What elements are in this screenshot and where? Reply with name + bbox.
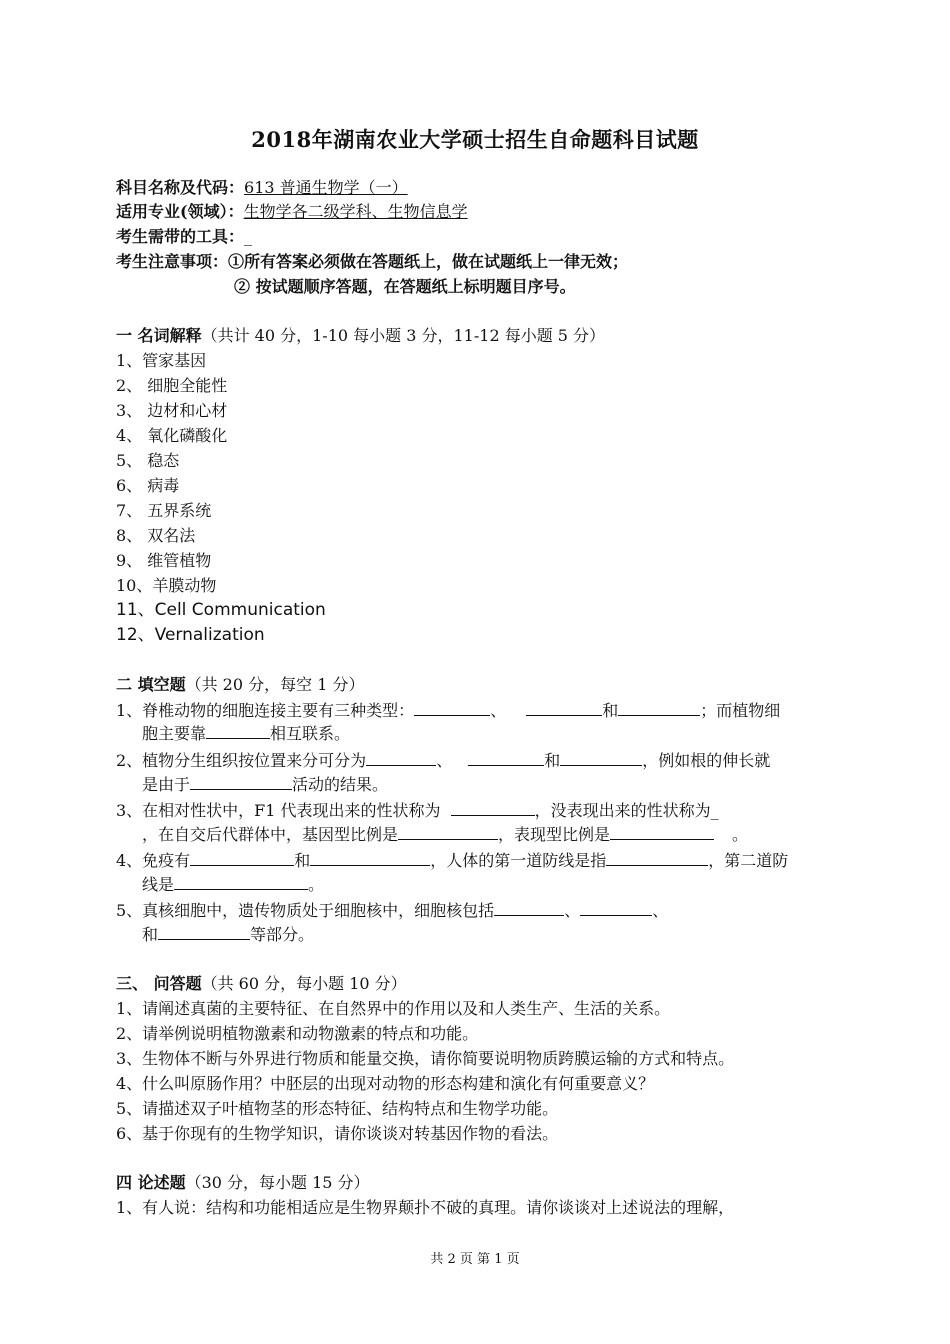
section2-heading — [116, 674, 364, 696]
list-item: 5、请描述双子叶植物茎的形态特征、结构特点和生物学功能。 — [116, 1099, 559, 1118]
answer-blank — [398, 823, 498, 840]
answer-blank — [580, 899, 652, 916]
answer-blank — [190, 849, 294, 866]
list-item: 2、 细胞全能性 — [116, 376, 228, 395]
fill-question-2-cont: 是由于 活动的结果。 — [142, 775, 389, 794]
section4-detail: （30 分，每小题 15 分） — [185, 1173, 370, 1192]
answer-blank — [174, 873, 308, 890]
list-item: 1、管家基因 — [116, 351, 207, 370]
section4-title: 四 论述题 — [116, 1173, 186, 1192]
section3-title: 三、 问答题 — [116, 974, 202, 993]
note-2: ② 按试题顺序答题，在答题纸上标明题目序号。 — [234, 277, 576, 296]
answer-blank — [610, 823, 714, 840]
list-item: 6、基于你现有的生物学知识，请你谈谈对转基因作物的看法。 — [116, 1124, 559, 1143]
list-item: 1、有人说：结构和功能相适应是生物界颠扑不破的真理。请你谈谈对上述说法的理解， — [116, 1198, 735, 1217]
list-item: 5、 稳态 — [116, 451, 180, 470]
list-item: 1、请阐述真菌的主要特征、在自然界中的作用以及和人类生产、生活的关系。 — [116, 999, 671, 1018]
answer-blank — [618, 699, 700, 716]
answer-blank — [190, 773, 292, 790]
list-item: 8、 双名法 — [116, 526, 196, 545]
fill-question-4: 4、免疫有 和 ，人体的第一道防线是指 ，第二道防 — [116, 851, 789, 870]
answer-blank — [414, 699, 490, 716]
section2-title: 二 填空题 — [116, 675, 186, 694]
answer-blank — [526, 699, 602, 716]
list-item: 7、 五界系统 — [116, 501, 212, 520]
answer-blank — [494, 899, 564, 916]
answer-blank — [158, 923, 250, 940]
section3-heading — [116, 973, 407, 995]
list-item: 4、 氧化磷酸化 — [116, 426, 228, 445]
section1-detail: （共计 40 分，1-10 每小题 3 分，11-12 每小题 5 分） — [201, 326, 606, 345]
fill-question-5: 5、真核细胞中，遗传物质处于细胞核中，细胞核包括 、 、 — [116, 901, 669, 920]
list-item: 4、什么叫原肠作用？中胚层的出现对动物的形态构建和演化有何重要意义？ — [116, 1074, 655, 1093]
answer-blank — [451, 799, 535, 816]
list-item: 2、请举例说明植物激素和动物激素的特点和功能。 — [116, 1024, 479, 1043]
tools-line — [116, 226, 252, 248]
answer-blank — [310, 849, 430, 866]
answer-blank — [468, 749, 544, 766]
major-line — [116, 201, 468, 223]
notes-line — [116, 251, 628, 273]
answer-blank — [366, 749, 436, 766]
fill-question-2: 2、植物分生组织按位置来分可分为 、 和 ，例如根的伸长就 — [116, 751, 771, 770]
answer-blank — [560, 749, 642, 766]
section1-heading — [116, 325, 605, 347]
page-footer: 共 2 页 第 1 页 — [430, 1252, 520, 1267]
tools-label: 考生需带的工具： — [116, 227, 245, 246]
list-item: 9、 维管植物 — [116, 551, 212, 570]
section2-detail: （共 20 分，每空 1 分） — [185, 675, 365, 694]
list-item: 6、 病毒 — [116, 476, 180, 495]
list-item: 3、生物体不断与外界进行物质和能量交换，请你简要说明物质跨膜运输的方式和特点。 — [116, 1049, 735, 1068]
list-item: 12、Vernalization — [116, 625, 265, 645]
section1-title: 一 名词解释 — [116, 326, 202, 345]
section4-heading — [116, 1172, 370, 1194]
page-title: 2018年湖南农业大学硕士招生自命题科目试题 — [251, 127, 699, 152]
list-item: 11、Cell Communication — [116, 600, 326, 620]
subject-value: 613 普通生物学（一） — [244, 178, 408, 197]
answer-blank — [606, 849, 708, 866]
section3-detail: （共 60 分，每小题 10 分） — [201, 974, 407, 993]
fill-question-3-cont: ，在自交后代群体中，基因型比例是 ，表现型比例是 。 — [142, 825, 749, 844]
fill-question-4-cont: 线是 。 — [142, 875, 325, 894]
major-label: 适用专业(领域）： — [116, 202, 244, 221]
notes-label: 考生注意事项： — [116, 252, 229, 271]
subject-label: 科目名称及代码： — [116, 178, 245, 197]
list-item: 10、羊膜动物 — [116, 576, 217, 595]
fill-question-1-cont: 胞主要靠 相互联系。 — [142, 724, 351, 743]
tools-value: _ — [244, 227, 253, 246]
note-1: ①所有答案必须做在答题纸上，做在试题纸上一律无效； — [228, 252, 629, 271]
fill-question-1: 1、脊椎动物的细胞连接主要有三种类型： 、 和 ；而植物细 — [116, 701, 781, 720]
answer-blank — [206, 722, 270, 739]
list-item: 3、 边材和心材 — [116, 401, 228, 420]
fill-question-5-cont: 和 等部分。 — [142, 925, 315, 944]
subject-line — [116, 177, 500, 199]
major-value: 生物学各二级学科、生物信息学 — [243, 202, 468, 221]
fill-question-3: 3、在相对性状中，F1 代表现出来的性状称为 ，没表现出来的性状称为_ — [116, 801, 719, 820]
